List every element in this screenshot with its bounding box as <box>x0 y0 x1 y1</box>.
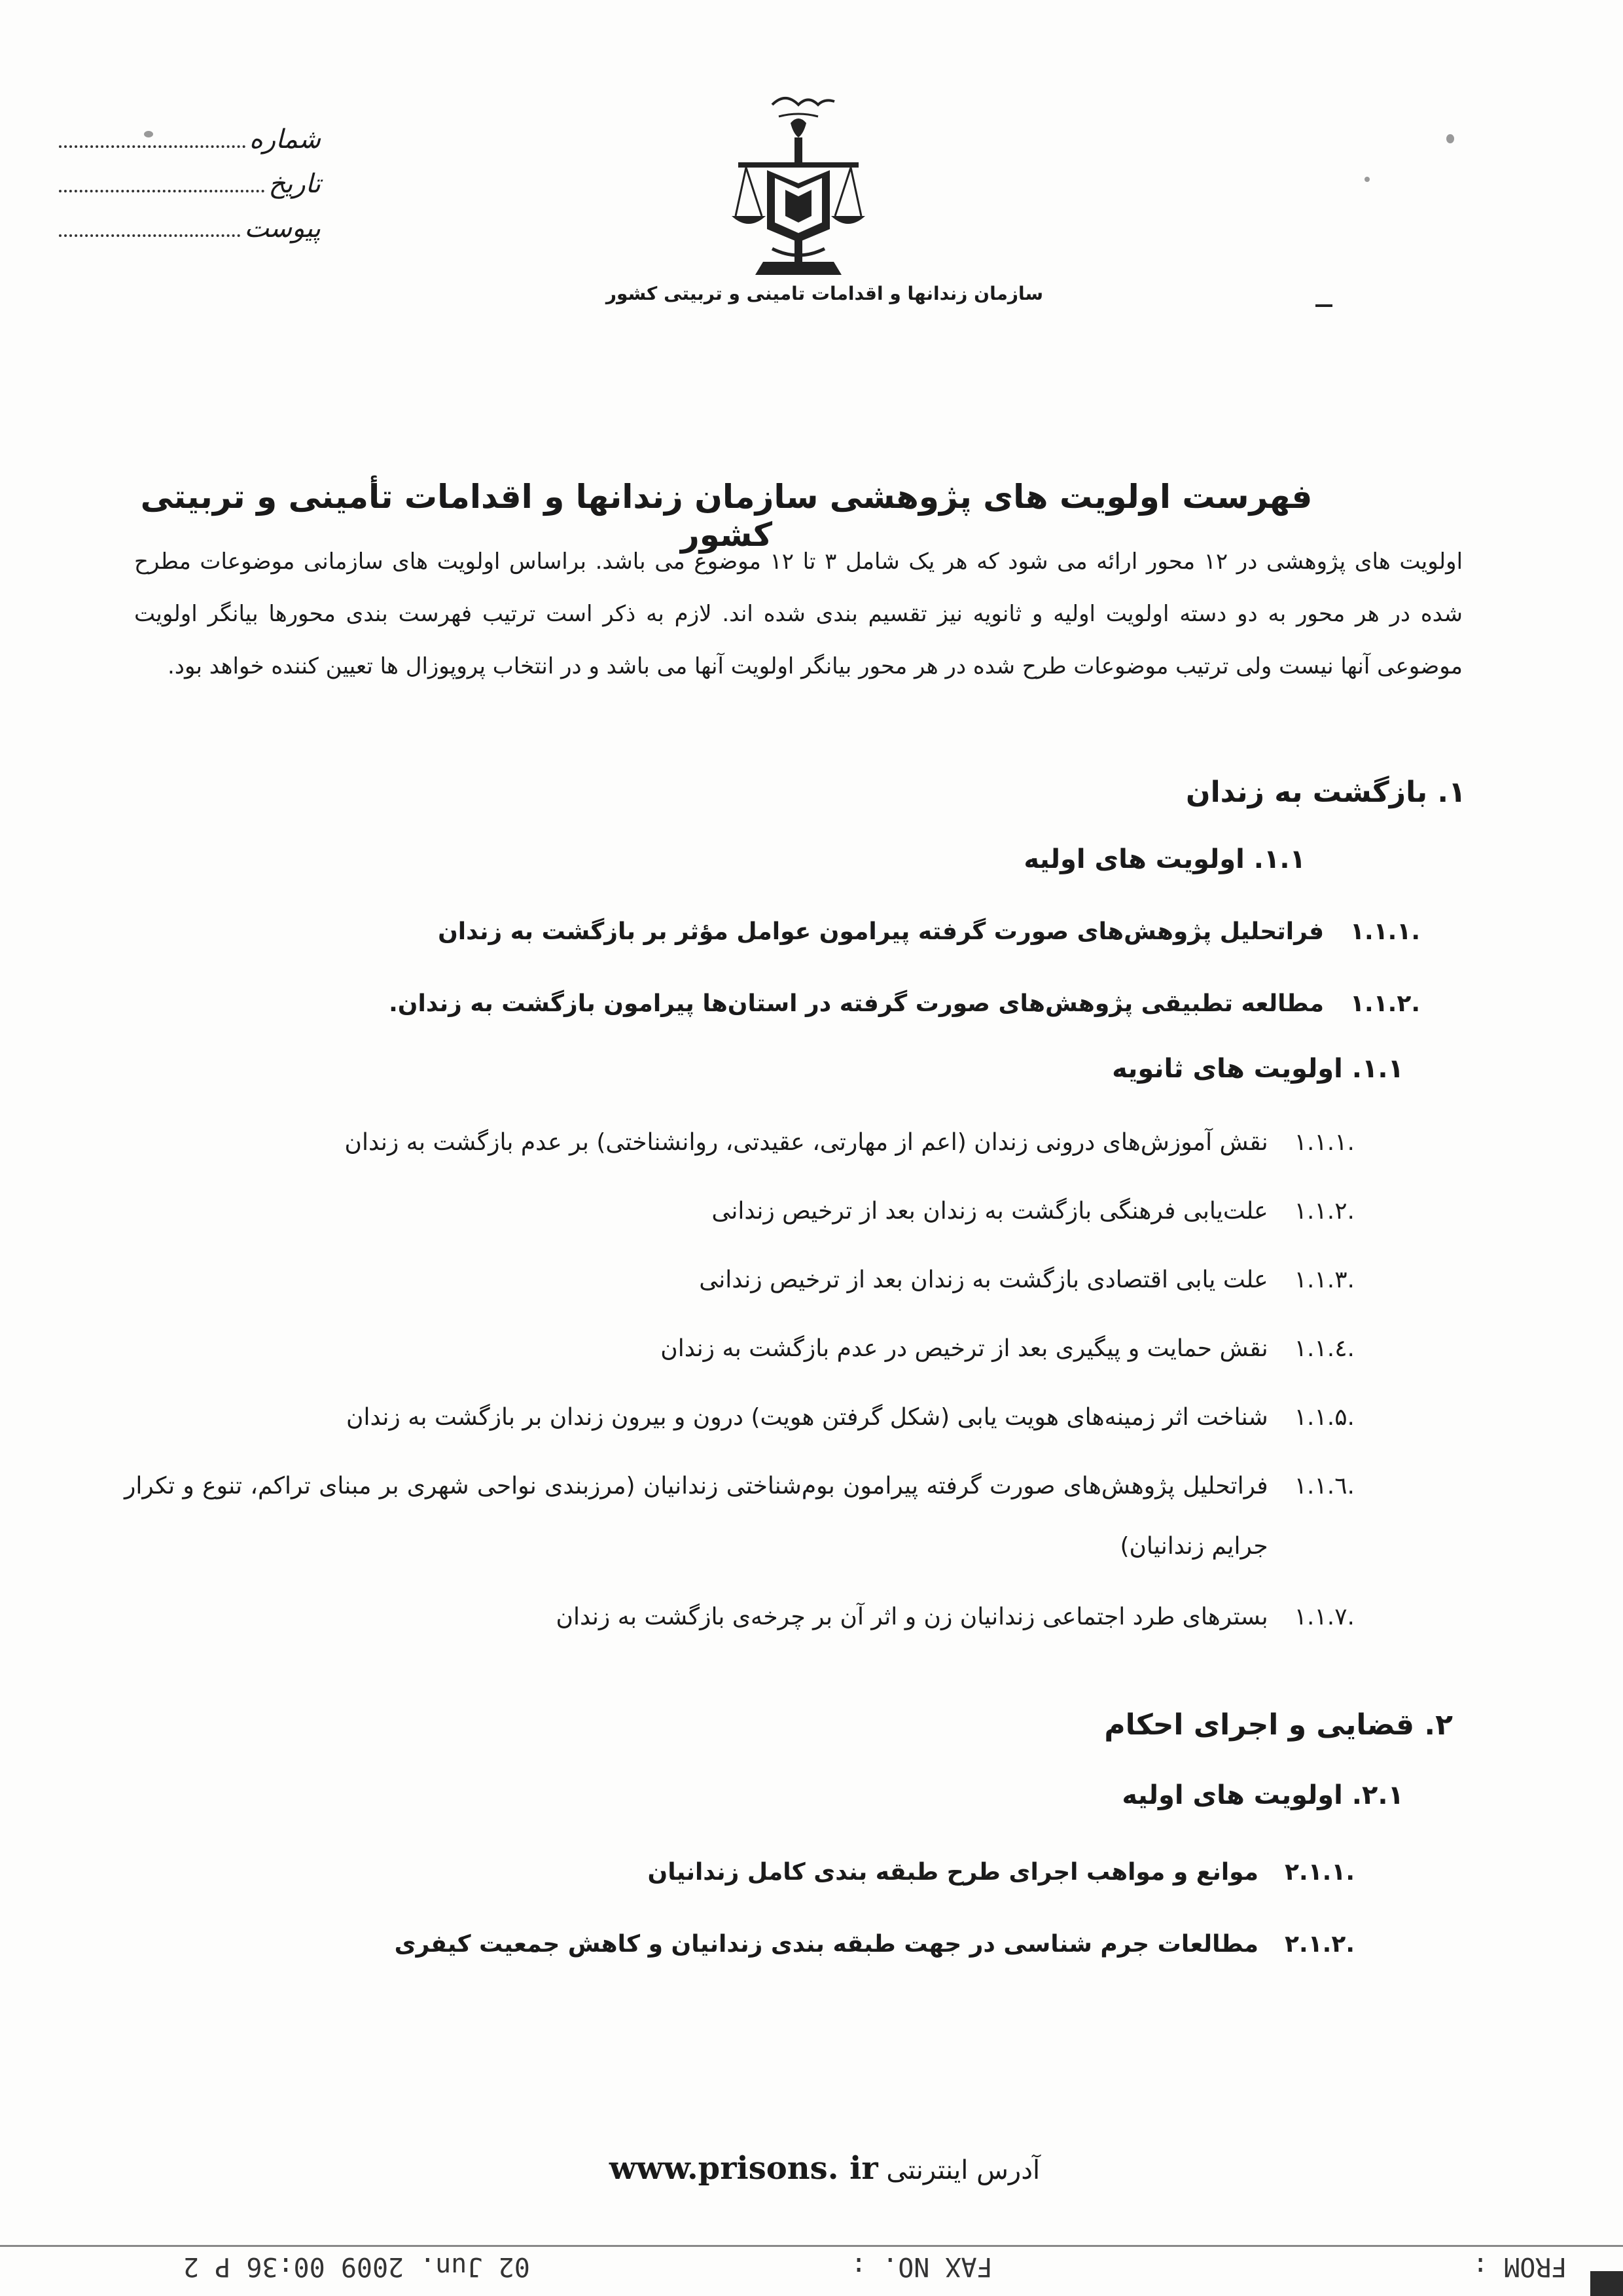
intro-paragraph: اولویت های پژوهشی در ۱۲ محور ارائه می شود که هر یک شامل ۳ تا ۱۲ موضوع می باشد. براساس اولویت های سازمانی موضوعات مطرح شده در هر محور به دو دسته اولویت اولیه و ثانویه نیز تقسیم بندی شده اند. لازم به ذکر است ترتیب فهرست بندی محورها بیانگر اولویت موضوعی آنها نیست ولی ترتیب موضوعات طرح شده در هر محور بیانگر اولویت آنها می باشد و در انتخاب پروپوزال ها تعیین کننده خواهد بود. <box>134 548 1463 679</box>
list-item <box>124 1842 1355 1903</box>
list-item <box>164 902 1420 962</box>
section-1-secondary-heading: ۱.۱. اولویت های ثانویه <box>1112 1054 1404 1084</box>
fax-number-label: FAX NO. : <box>851 2251 993 2282</box>
list-item-text: علت‌یابی فرهنگی بازگشت به زندان بعد از ترخیص زندانی <box>711 1198 1268 1225</box>
scan-speck <box>144 131 153 137</box>
footer-website-link[interactable]: www.prisons. ir <box>609 2150 878 2187</box>
list-item <box>124 1319 1355 1379</box>
list-item-text: نقش آموزش‌های درونی زندان (اعم از مهارتی، عقیدتی، روانشناختی) بر عدم بازگشت به زندان <box>344 1129 1268 1156</box>
list-item <box>164 974 1420 1034</box>
section-2-heading: ۲. قضایی و اجرای احکام <box>1104 1708 1453 1742</box>
list-item <box>124 1250 1355 1310</box>
document-title: فهرست اولویت های پژوهشی سازمان زندانها و اقدامات تأمینی و تربیتی کشور <box>140 478 1313 554</box>
list-item-text: مطالعه تطبیقی پژوهش‌های صورت گرفته در استان‌ها پیرامون بازگشت به زندان. <box>389 990 1325 1017</box>
list-item-number: ۱.۱.۳. <box>1294 1266 1355 1293</box>
fax-timestamp: 02 Jun. 2009 00:36 P 2 <box>183 2251 530 2282</box>
field-attachment-line <box>59 215 240 237</box>
list-item <box>124 1388 1355 1448</box>
list-item-text: فراتحلیل پژوهش‌های صورت گرفته پیرامون بوم‌شناختی زندانیان (مرزبندی نواحی شهری بر مبنای تراکم، تنوع و تکرار جرایم زندانیان) <box>124 1473 1268 1560</box>
list-item-number: ۱.۱.۲. <box>1350 990 1420 1017</box>
fax-header-rule <box>0 2245 1623 2247</box>
footer-address <box>563 2150 1086 2187</box>
list-item-text: مطالعات جرم شناسی در جهت طبقه بندی زندانیان و کاهش جمعیت کیفری <box>394 1931 1259 1958</box>
list-item-text: موانع و مواهب اجرای طرح طبقه بندی کامل زندانیان <box>647 1859 1259 1886</box>
field-number-label: شماره <box>249 124 321 154</box>
list-item-number: ۲.۱.۲. <box>1285 1931 1355 1958</box>
field-attachment-label: پیوست <box>244 213 321 243</box>
field-date-line <box>59 170 264 192</box>
list-item <box>124 1456 1355 1577</box>
list-item-number: ۱.۱.۱. <box>1294 1129 1355 1156</box>
list-item-text: بسترهای طرد اجتماعی زندانیان زن و اثر آن بر چرخه‌ی بازگشت به زندان <box>556 1604 1268 1630</box>
list-item-text: فراتحلیل پژوهش‌های صورت گرفته پیرامون عوامل مؤثر بر بازگشت به زندان <box>438 918 1325 945</box>
list-item-number: ۲.۱.۱. <box>1285 1859 1355 1886</box>
list-item-number: ۱.۱.٤. <box>1294 1335 1355 1362</box>
list-item-text: شناخت اثر زمینه‌های هویت یابی (شکل گرفتن هویت) درون و بیرون زندان بر بازگشت به زندان <box>346 1404 1268 1431</box>
list-item <box>124 1914 1355 1975</box>
section-2-primary-heading: ۲.۱. اولویت های اولیه <box>1122 1780 1404 1810</box>
footer-address-label: آدرس اینترنتی <box>886 2155 1041 2185</box>
fax-from-label: FROM : <box>1472 2251 1567 2282</box>
list-item-number: ۱.۱.۱. <box>1350 918 1420 945</box>
scan-speck <box>1446 134 1454 143</box>
list-item-number: ۱.۱.۲. <box>1294 1198 1355 1225</box>
field-date <box>59 169 321 213</box>
list-item <box>124 1181 1355 1242</box>
list-item-number: ۱.۱.۷. <box>1294 1604 1355 1630</box>
corner-stamp-icon <box>1590 2271 1623 2296</box>
header-form-fields <box>59 124 321 258</box>
list-item-text: علت یابی اقتصادی بازگشت به زندان بعد از ترخیص زندانی <box>699 1266 1268 1293</box>
list-item <box>124 1587 1355 1647</box>
field-attachment <box>59 213 321 258</box>
section-1-primary-heading: ۱.۱. اولویت های اولیه <box>1024 844 1306 874</box>
section-1-heading: ۱. بازگشت به زندان <box>1186 776 1466 809</box>
list-item-text: نقش حمایت و پیگیری بعد از ترخیص در عدم بازگشت به زندان <box>660 1335 1268 1362</box>
scan-speck <box>1364 177 1370 182</box>
field-date-label: تاریخ <box>268 169 321 199</box>
list-item-number: ۱.۱.٦. <box>1294 1473 1355 1499</box>
list-item <box>124 1113 1355 1173</box>
field-number-line <box>59 126 245 148</box>
fax-header-line <box>0 2251 1623 2291</box>
list-item-number: ۱.۱.۵. <box>1294 1404 1355 1431</box>
field-number <box>59 124 321 169</box>
organization-name: سازمان زندانها و اقدامات تامینی و تربیتی کشور <box>605 283 1044 304</box>
scan-mark <box>1315 304 1332 307</box>
judiciary-emblem-icon <box>726 85 870 281</box>
